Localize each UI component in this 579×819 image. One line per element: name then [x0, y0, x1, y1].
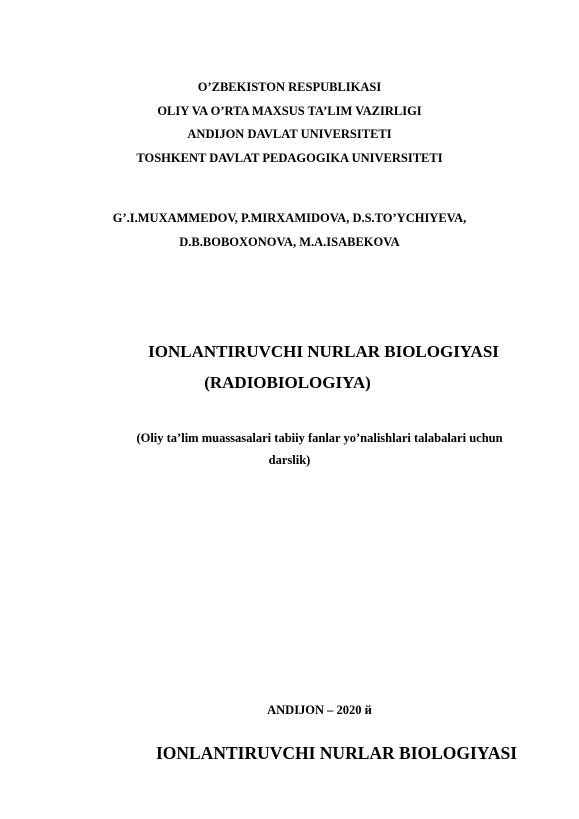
institution-line-3: ANDIJON DAVLAT UNIVERSITETI — [187, 127, 392, 141]
authors-line-2: D.B.BOBOXONOVA, M.A.ISABEKOVA — [179, 235, 400, 249]
book-subtitle-line-2: darslik) — [268, 453, 311, 467]
place-year: ANDIJON – 2020 й — [267, 703, 372, 717]
institution-line-1: O’ZBEKISTON RESPUBLIKASI — [197, 80, 382, 94]
book-subtitle-line-1: (Oliy ta’lim muassasalari tabiiy fanlar yo’nalishlari talabalari uchun — [136, 431, 503, 445]
institution-line-4: TOSHKENT DAVLAT PEDAGOGIKA UNIVERSITETI — [136, 151, 443, 165]
book-title: IONLANTIRUVCHI NURLAR BIOLOGIYASI — [148, 342, 499, 361]
book-title-parenthetical: (RADIOBIOLOGIYA) — [204, 373, 371, 392]
authors-line-1: G’.I.MUXAMMEDOV, P.MIRXAMIDOVA, D.S.TO’YCHIYEVA, — [112, 211, 467, 225]
footer-title: IONLANTIRUVCHI NURLAR BIOLOGIYASI — [155, 743, 518, 763]
institution-line-2: OLIY VA O’RTA MAXSUS TA’LIM VAZIRLIGI — [157, 104, 422, 118]
